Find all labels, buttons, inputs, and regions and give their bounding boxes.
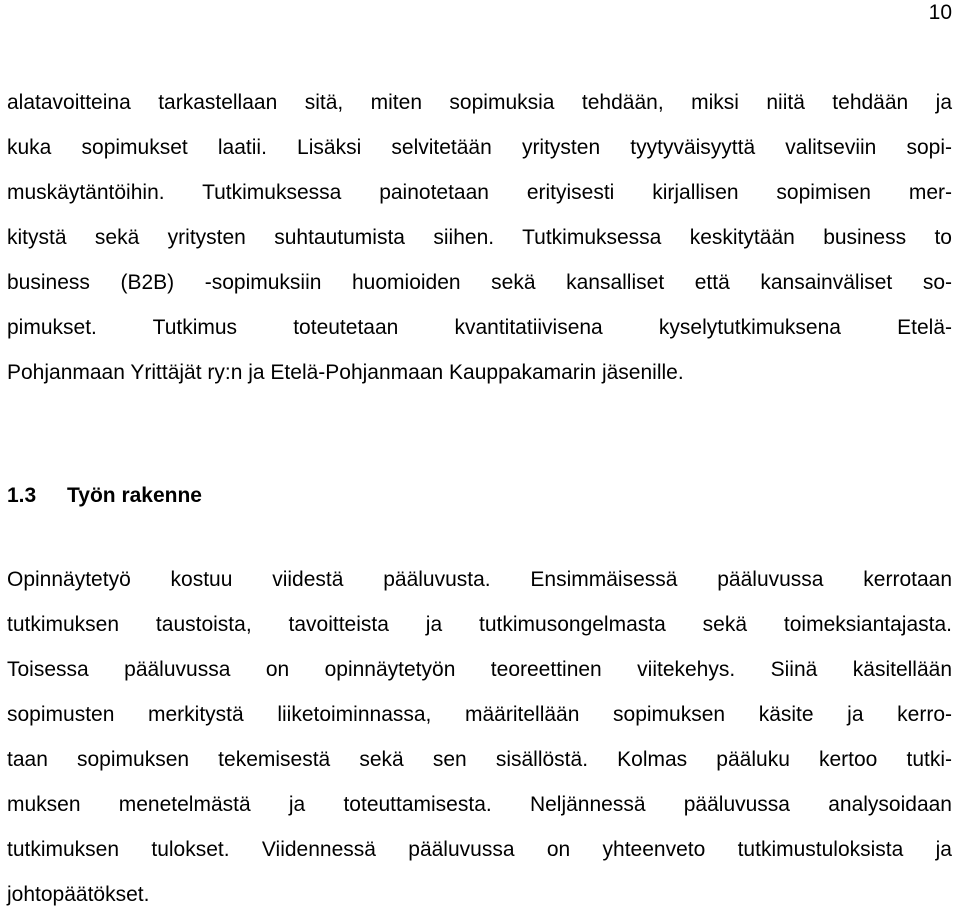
- paragraph-line: pimukset. Tutkimus toteutetaan kvantitatiivisena kyselytutkimuksena Etelä-: [7, 316, 952, 339]
- paragraph-line: johtopäätökset.: [7, 883, 150, 906]
- section-heading: [7, 478, 202, 514]
- page-number: 10: [928, 1, 952, 24]
- paragraph-line: muskäytäntöihin. Tutkimuksessa painotetaan erityisesti kirjallisen sopimisen mer-: [7, 181, 952, 204]
- paragraph-line: muksen menetelmästä ja toteuttamisesta. Neljännessä pääluvussa analysoidaan: [7, 793, 952, 816]
- intro-paragraph: [7, 80, 952, 395]
- paragraph-line: Toisessa pääluvussa on opinnäytetyön teoreettinen viitekehys. Siinä käsitellään: [7, 658, 952, 681]
- paragraph-line: business (B2B) -sopimuksiin huomioiden sekä kansalliset että kansainväliset so-: [7, 271, 952, 294]
- paragraph-line: alatavoitteina tarkastellaan sitä, miten sopimuksia tehdään, miksi niitä tehdään ja: [7, 91, 952, 114]
- paragraph-line: tutkimuksen tulokset. Viidennessä pääluvussa on yhteenveto tutkimustuloksista ja: [7, 838, 952, 861]
- structure-paragraph: [7, 557, 952, 917]
- paragraph-line: taan sopimuksen tekemisestä sekä sen sisällöstä. Kolmas pääluku kertoo tutki-: [7, 748, 952, 771]
- paragraph-line: kuka sopimukset laatii. Lisäksi selvitetään yritysten tyytyväisyyttä valitseviin sopi-: [7, 136, 952, 159]
- paragraph-line: sopimusten merkitystä liiketoiminnassa, määritellään sopimuksen käsite ja kerro-: [7, 703, 952, 726]
- paragraph-line: kitystä sekä yritysten suhtautumista siihen. Tutkimuksessa keskitytään business to: [7, 226, 952, 249]
- section-number: 1.3: [7, 484, 37, 507]
- paragraph-line: tutkimuksen taustoista, tavoitteista ja tutkimusongelmasta sekä toimeksiantajasta.: [7, 613, 952, 636]
- section-title: Työn rakenne: [67, 484, 202, 507]
- paragraph-line: Opinnäytetyö kostuu viidestä pääluvusta. Ensimmäisessä pääluvussa kerrotaan: [7, 568, 952, 591]
- paragraph-line: Pohjanmaan Yrittäjät ry:n ja Etelä-Pohjanmaan Kauppakamarin jäsenille.: [7, 361, 684, 384]
